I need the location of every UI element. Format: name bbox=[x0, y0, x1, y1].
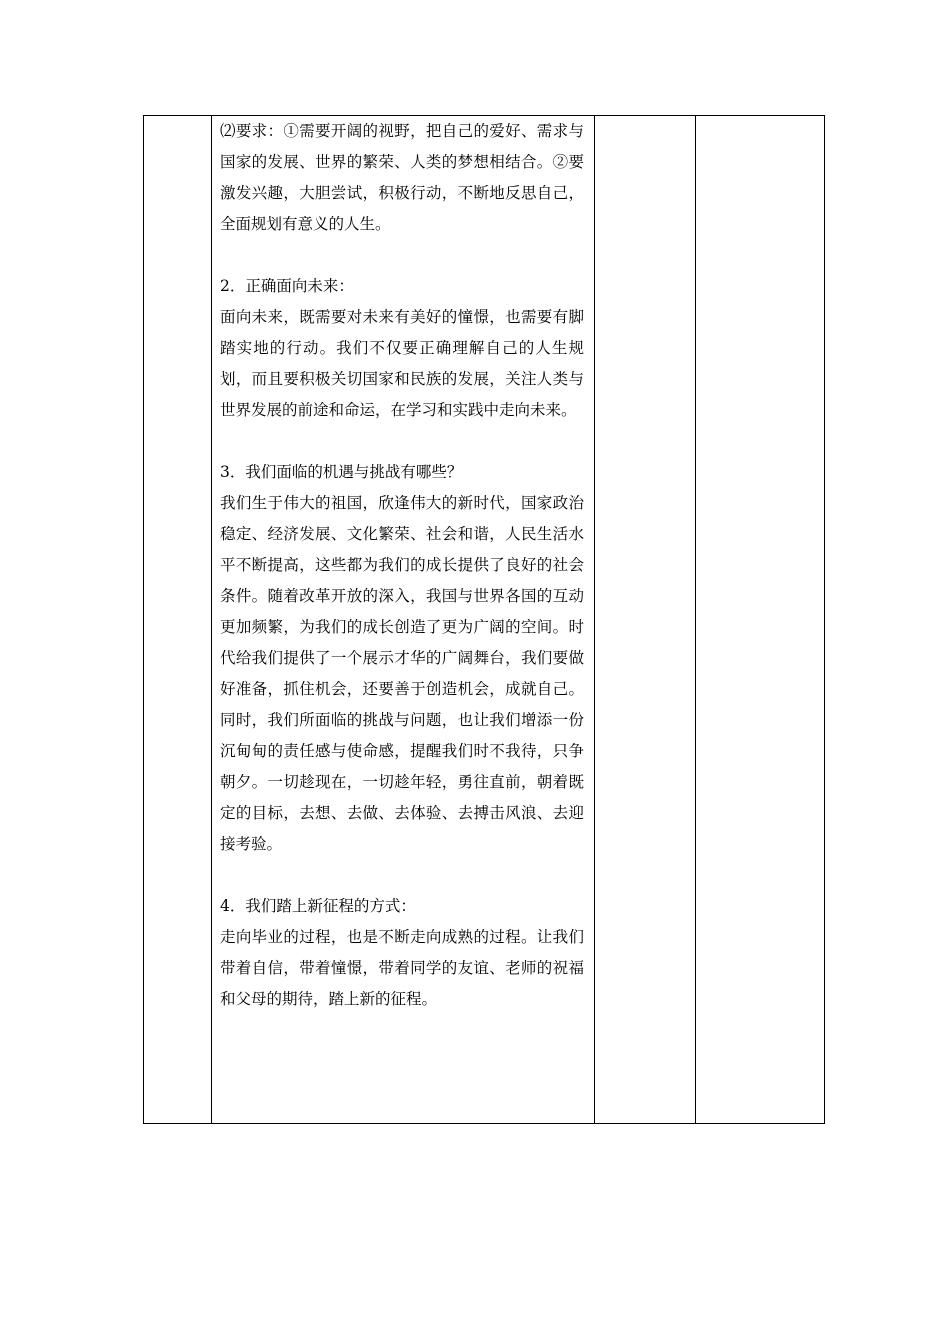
section-4-heading: 4．我们踏上新征程的方式： bbox=[220, 897, 416, 915]
content-cell bbox=[212, 116, 594, 1015]
section-2-body: 面向未来，既需要对未来有美好的憧憬，也需要有脚踏实地的行动。我们不仅要正确理解自己的人生规划，而且要积极关切国家和民族的发展，关注人类与世界发展的前途和命运，在学习和实践中走向未来。 bbox=[220, 308, 584, 419]
column-divider bbox=[695, 116, 696, 1123]
section-2-heading: 2．正确面向未来： bbox=[220, 277, 354, 295]
column-divider bbox=[594, 116, 595, 1123]
section-3-body: 我们生于伟大的祖国，欣逢伟大的新时代，国家政治稳定、经济发展、文化繁荣、社会和谐，人民生活水平不断提高，这些都为我们的成长提供了良好的社会条件。随着改革开放的深入，我国与世界各国的互动更加频繁，为我们的成长创造了更为广阔的空间。时代给我们提供了一个展示才华的广阔舞台，我们要做好准备，抓住机会，还要善于创造机会，成就自己。同时，我们所面临的挑战与问题，也让我们增添一份沉甸甸的责任感与使命感，提醒我们时不我待，只争朝夕。一切趁现在，一切趁年轻，勇往直前，朝着既定的目标，去想、去做、去体验、去搏击风浪、去迎接考验。 bbox=[220, 494, 584, 853]
section-4-body: 走向毕业的过程，也是不断走向成熟的过程。让我们带着自信，带着憧憬，带着同学的友谊、老师的祝福和父母的期待，踏上新的征程。 bbox=[220, 928, 584, 1008]
lesson-table bbox=[143, 115, 825, 1124]
section-3-heading: 3．我们面临的机遇与挑战有哪些？ bbox=[220, 463, 463, 481]
requirements-paragraph: ⑵要求：①需要开阔的视野，把自己的爱好、需求与国家的发展、世界的繁荣、人类的梦想相结合。②要激发兴趣，大胆尝试，积极行动，不断地反思自己，全面规划有意义的人生。 bbox=[220, 122, 584, 233]
